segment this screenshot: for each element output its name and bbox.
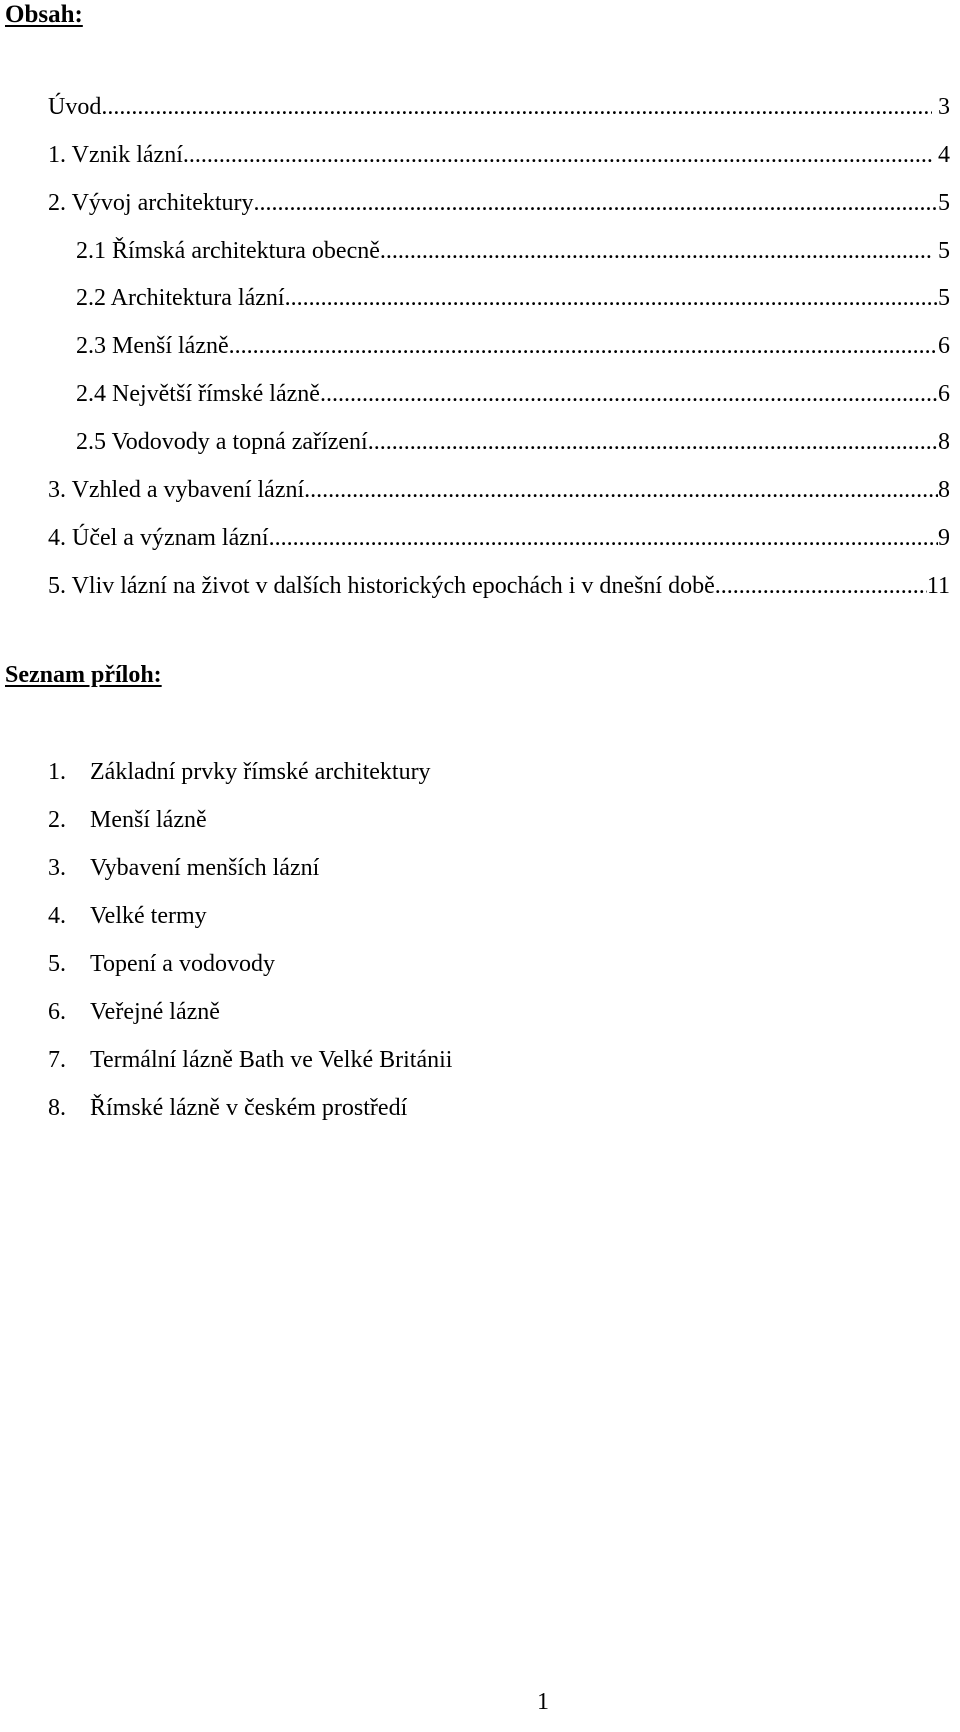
- table-of-contents: [0, 0, 960, 600]
- appendix-number: 3.: [48, 855, 66, 881]
- contents-heading: Obsah:: [5, 1, 83, 28]
- toc-entry-page: 6: [938, 333, 950, 359]
- appendices-heading: Seznam příloh:: [5, 662, 162, 688]
- toc-entry-label: 1. Vznik lázní: [48, 142, 183, 168]
- appendix-number: 5.: [48, 951, 66, 977]
- page-number: 1: [537, 1689, 549, 1715]
- appendix-number: 8.: [48, 1095, 66, 1121]
- appendix-item: [48, 902, 207, 930]
- toc-entry-label: 2.1 Římská architektura obecně: [76, 238, 380, 264]
- toc-entry-label: 5. Vliv lázní na život v dalších historických epochách i v dnešní době: [48, 573, 715, 599]
- toc-leader-dots: [101, 93, 932, 121]
- toc-entry-page: 5: [938, 190, 950, 216]
- toc-leader-dots: [380, 237, 932, 265]
- toc-leader-dots: [229, 332, 938, 360]
- appendix-number: 1.: [48, 759, 66, 785]
- toc-leader-dots: [254, 189, 938, 217]
- appendix-title: Vybavení menších lázní: [90, 855, 320, 881]
- toc-leader-dots: [269, 524, 938, 552]
- toc-entry-2-3: [76, 332, 950, 360]
- toc-entry-page: 5: [938, 285, 950, 311]
- appendix-item: [48, 854, 319, 882]
- toc-leader-dots: [183, 141, 932, 169]
- toc-entry-label: 4. Účel a význam lázní: [48, 525, 269, 551]
- appendix-title: Menší lázně: [90, 807, 207, 833]
- toc-entry-5: [48, 572, 950, 600]
- toc-entry-2-5: [76, 428, 950, 456]
- appendix-number: 4.: [48, 903, 66, 929]
- appendix-title: Veřejné lázně: [90, 999, 220, 1025]
- appendix-number: 7.: [48, 1047, 66, 1073]
- toc-entry-page: 9: [938, 525, 950, 551]
- appendix-title: Římské lázně v českém prostředí: [90, 1095, 408, 1121]
- toc-entry-page: 6: [938, 381, 950, 407]
- toc-entry-page: 5: [938, 238, 950, 264]
- toc-entry-page: 8: [938, 477, 950, 503]
- toc-leader-dots: [285, 284, 938, 312]
- toc-entry-page: 8: [938, 429, 950, 455]
- toc-entry-label: 2.3 Menší lázně: [76, 333, 229, 359]
- toc-entry-3: [48, 476, 950, 504]
- appendix-title: Velké termy: [90, 903, 207, 929]
- appendix-item: [48, 758, 431, 786]
- appendix-item: [48, 1094, 407, 1122]
- toc-entry-4: [48, 524, 950, 552]
- appendix-number: 2.: [48, 807, 66, 833]
- toc-entry-label: 2.4 Největší římské lázně: [76, 381, 320, 407]
- appendix-item: [48, 998, 220, 1026]
- toc-entry-page: 3: [938, 94, 950, 120]
- toc-leader-dots: [368, 428, 938, 456]
- toc-entry-2-1: [76, 237, 950, 265]
- appendix-title: Topení a vodovody: [90, 951, 275, 977]
- toc-entry-label: 2.2 Architektura lázní: [76, 285, 285, 311]
- toc-entry-page: 4: [938, 142, 950, 168]
- toc-entry-intro: [48, 93, 950, 121]
- toc-entry-label: 3. Vzhled a vybavení lázní: [48, 477, 305, 503]
- appendix-item: [48, 950, 275, 978]
- toc-entry-1: [48, 141, 950, 169]
- toc-entry-page: 11: [926, 573, 950, 599]
- toc-entry-2-4: [76, 380, 950, 408]
- toc-leader-dots: [320, 380, 938, 408]
- appendix-item: [48, 806, 207, 834]
- appendix-title: Základní prvky římské architektury: [90, 759, 431, 785]
- toc-entry-label: 2. Vývoj architektury: [48, 190, 254, 216]
- appendix-title: Termální lázně Bath ve Velké Británii: [90, 1047, 453, 1073]
- toc-entry-2: [48, 189, 950, 217]
- appendix-item: [48, 1046, 452, 1074]
- toc-entry-2-2: [76, 284, 950, 312]
- toc-leader-dots: [304, 476, 938, 504]
- toc-entry-label: 2.5 Vodovody a topná zařízení: [76, 429, 368, 455]
- appendix-number: 6.: [48, 999, 66, 1025]
- toc-entry-label: Úvod: [48, 94, 102, 120]
- toc-leader-dots: [715, 572, 927, 600]
